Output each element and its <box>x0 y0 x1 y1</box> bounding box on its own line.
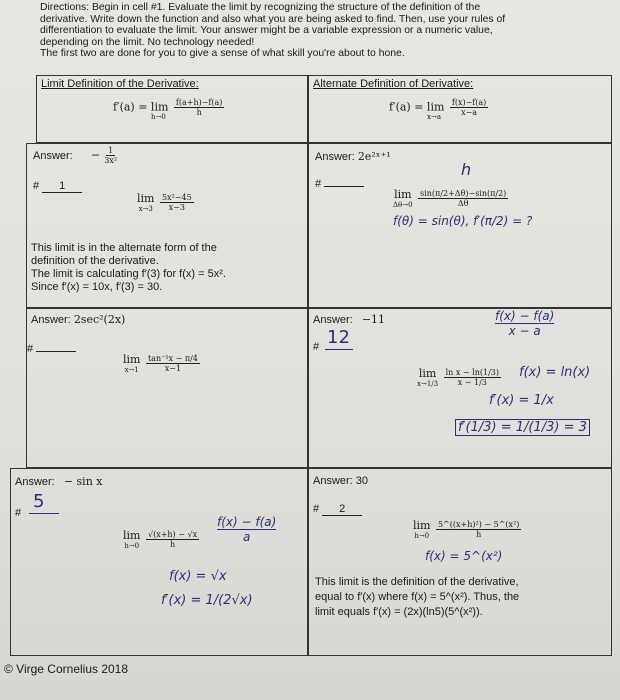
cell-5: Answer: − sin x # 5 lim h→0 $\frac{√(x+h) - √x}{h}$ f(x) − f(a) a f(x) = √x f′(x) = 1/(2√x) <box>10 468 308 656</box>
header-right-title: Alternate Definition of Derivative: <box>313 78 474 90</box>
cell-4-hand-number: 12 <box>327 327 350 348</box>
cell-6-limit: lim h→0 $\frac{\text{5\textasciicircum{}((x+h)²) − 5\textasciicircum{}(x²)}}{h}$ <box>413 519 520 540</box>
cell-4-hand-result: f′(1/3) = 1/(1/3) = 3 <box>455 419 590 436</box>
copyright: © Virge Cornelius 2018 <box>4 662 129 676</box>
cell-5-limit: lim h→0 $\frac{√(x+h) - √x}{h}$ <box>123 529 198 550</box>
header-left-cell <box>36 75 308 143</box>
header-right-cell <box>308 75 612 143</box>
cell-4-limit: lim x→1/3 $\frac{\text{ln x − ln(1/3)}}{x - 1/3}$ <box>417 367 499 388</box>
cell-2-hand-h: h <box>461 160 472 179</box>
cell-1-answer: − $\frac{1}{\text{3x²}}$ <box>91 146 118 165</box>
cell-6-explanation: This limit is the definition of the derivative, equal to f′(x) where f(x) = 5^(x²). Thus, the limit equals f′(x) = (2x)(ln5)(5^(x²)). <box>315 576 520 618</box>
cell-3-limit: lim x→1 $\frac{\text{tan⁻¹x − π/4}}{x-1}$ <box>123 353 198 374</box>
alternate-definition-formula: f′(a) = lim $\frac{f(x)-f(a)}{x-a}$ x→a <box>389 98 487 121</box>
header-left-title: Limit Definition of the Derivative: <box>41 78 199 90</box>
cell-4: Answer: −11 # 12 f(x) − f(a) x − a lim x→1/3 $\frac{\text{ln x − ln(1/3)}}{x - 1/3}$ f(x) = ln(x) f′(x) = 1/x f′(1/3) = 1/(1/3) = 3 <box>308 308 612 468</box>
cell-4-hand-def: f(x) − f(a) x − a <box>495 309 555 338</box>
cell-6-hand-work: f(x) = 5^(x²) <box>425 549 503 563</box>
cell-1-limit: lim x→3 $\frac{\text{5x²−45}}{x-3}$ <box>137 192 192 213</box>
cell-1: Answer: − $\frac{1}{\text{3x²}}$ # 1 lim x→3 $\frac{\text{5x²−45}}{x-3}$ This limit is in the alternate form of the definition of the derivative. The limit is calculating f′(3) for f(x) = 5x². Since f′(x) = 10x, f′(3) = 30. <box>26 143 308 308</box>
directions: Directions: Begin in cell #1. Evaluate the limit by recognizing the structure of the definition of the derivative. Write down the function and also what you are being asked to find. Then, use your rules of differentiation to evaluate the limit. Your answer might be a variable expression or a numeric value, depending on the limit. No technology needed! The first two are done for you to give a sense of what skill you're about to hone. <box>40 2 506 60</box>
cell-1-explanation: This limit is in the alternate form of the definition of the derivative. The limit is calculating f′(3) for f(x) = 5x². Since f′(x) = 10x, f′(3) = 30. <box>31 242 226 293</box>
cell-3: Answer: 2sec²(2x) # lim x→1 $\frac{\text{tan⁻¹x − π/4}}{x-1}$ <box>26 308 308 468</box>
cell-5-hand-def: f(x) − f(a) a <box>217 515 277 544</box>
cell-2-hand-work: f(θ) = sin(θ), f′(π/2) = ? <box>393 214 533 228</box>
limit-definition-formula: f′(a) = lim $\frac{f(a+h)-f(a)}{h}$ h→0 <box>113 98 223 121</box>
cell-6: Answer: 30 # 2 lim h→0 $\frac{\text{5\textasciicircum{}((x+h)²) − 5\textasciicircum{}(x²)}}{h}$ f(x) = 5^(x²) This limit is the definition of the derivative, equal to f′(x) where f(x) = 5^(x²). Thus, the limit equals f′(x) = (2x)(ln5)(5^(x²)). <box>308 468 612 656</box>
cell-2-limit: lim Δθ→0 $\frac{\sin(\pi/2+\Delta\theta)-\sin(\pi/2)}{\Delta\theta}$ <box>393 188 507 209</box>
cell-5-hand-number: 5 <box>33 491 45 512</box>
cell-2: Answer: 2e²ˣ⁺¹ # h lim Δθ→0 $\frac{\sin(\pi/2+\Delta\theta)-\sin(\pi/2)}{\Delta\theta}$ f(θ) = sin(θ), f′(π/2) = ? <box>308 143 612 308</box>
